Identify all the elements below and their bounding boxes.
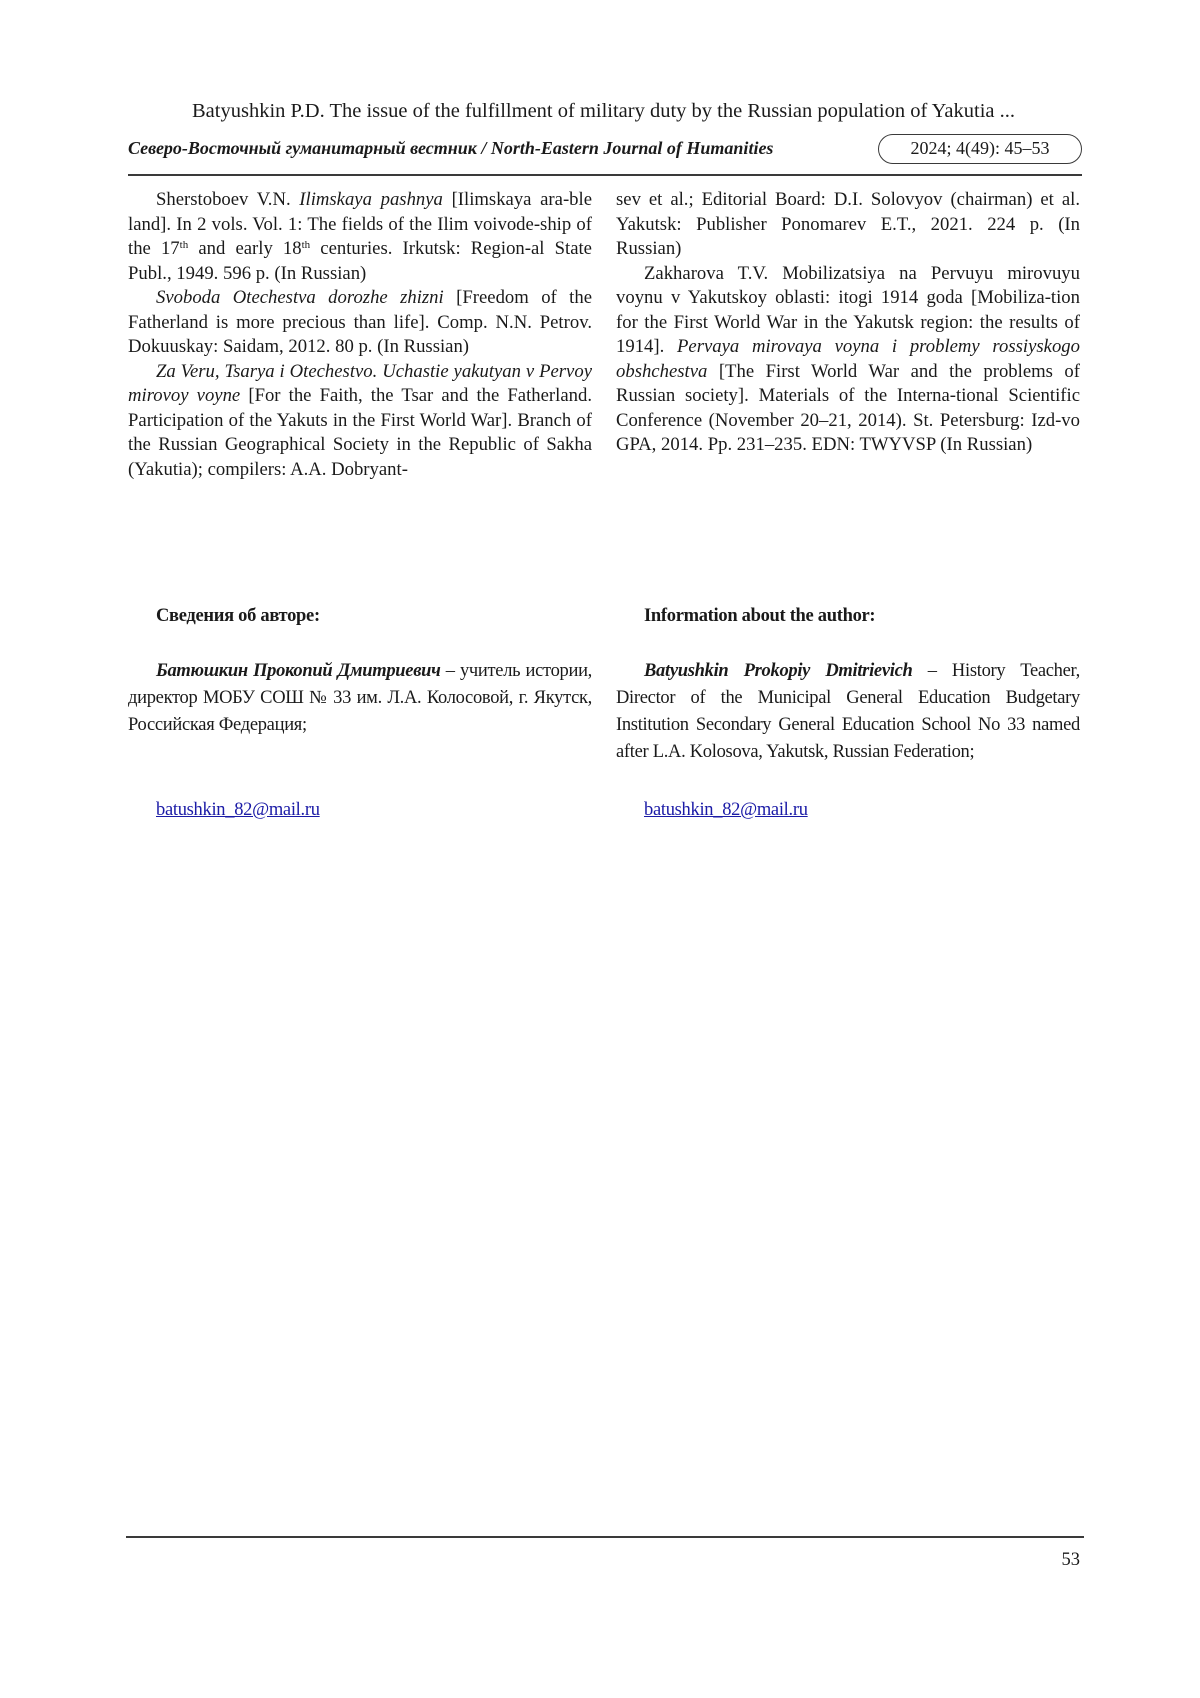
reference-text: centuries. Irkutsk: Region-al State Publ., 1949. 596 p. (In Russian) [128,238,592,284]
author-info-ru [128,604,592,739]
reference-text: [Ilimskaya ara-ble land]. In 2 vols. Vol. 1: The fields of the Ilim voivode-ship of the 17 [128,189,593,259]
reference-item [616,262,1080,458]
author-name-en: Batyushkin Prokopiy Dmitrievich [644,661,913,681]
author-email-link-ru[interactable]: batushkin_82@mail.ru [156,800,320,820]
reference-item [128,286,592,360]
references-left-column [128,188,592,482]
author-description-en [616,658,1080,766]
reference-text: Zakharova T.V. Mobilizatsiya na Pervuyu mirovuyu voynu v Yakutskoy oblasti: itogi 1914 goda [Mobiliza-tion for the First World War in the Yakutsk region: the results of 1914]. [616,262,1080,357]
reference-text: [The First World War and the problems of Russian society]. Materials of the Interna-tional Scientific Conference (November 20–21, 2014). St. Petersburg: Izd-vo GPA, 2014. Pp. 231–235. EDN: TWYVSP (In Russian) [616,360,1080,455]
author-details-en: – History Teacher, Director of the Municipal General Education Budgetary Institution Secondary General Education School No 33 named after L.A. Kolosova, Yakutsk, Russian Federation; [616,661,1080,762]
author-description-ru [128,658,592,739]
journal-header [128,134,1082,176]
superscript: th [301,239,311,251]
reference-title: Za Veru, Tsarya i Otechestvo. Uchastie yakutyan v Pervoy mirovoy voyne [128,360,592,406]
reference-continuation: sev et al.; Editorial Board: D.I. Solovyov (chairman) et al. Yakutsk: Publisher Ponomarev E.T., 2021. 224 p. (In Russian) [616,189,1080,259]
references-right-column [616,188,1080,458]
reference-author: Sherstoboev V.N. [156,189,300,210]
reference-text: [For the Faith, the Tsar and the Fatherland. Participation of the Yakuts in the First World War]. Branch of the Russian Geographical Society in the Republic of Sakha (Yakutia); compilers: A.A. Dobryant- [128,385,592,480]
superscript: th [179,239,189,251]
author-heading-ru: Сведения об авторе: [156,606,320,626]
author-details-ru: – учитель истории, директор МОБУ СОШ № 33 им. Л.А. Колосовой, г. Якутск, Российская Федерация; [128,661,592,735]
email-row-ru [128,798,320,822]
reference-text: and early 18 [188,238,302,259]
author-info-en [616,604,1080,766]
reference-item [128,360,592,483]
author-name-ru: Батюшкин Прокопий Дмитриевич [156,661,441,681]
reference-title: Pervaya mirovaya voyna i problemy rossiyskogo obshchestva [616,336,1080,382]
email-row-en [616,798,808,822]
issue-badge: 2024; 4(49): 45–53 [878,134,1082,164]
author-heading-en: Information about the author: [644,606,876,626]
journal-name: Северо-Восточный гуманитарный вестник / North-Eastern Journal of Humanities [128,138,774,158]
footer-rule [126,1536,1084,1538]
running-title: Batyushkin P.D. The issue of the fulfillment of military duty by the Russian population of Yakutia ... [192,100,1015,122]
page-number: 53 [1061,1550,1080,1570]
reference-title: Ilimskaya pashnya [299,189,443,210]
reference-text: [Freedom of the Fatherland is more precious than life]. Comp. N.N. Petrov. Dokuuskay: Saidam, 2012. 80 p. (In Russian) [128,287,592,357]
author-email-link-en[interactable]: batushkin_82@mail.ru [644,800,808,820]
reference-item [128,188,592,286]
reference-title: Svoboda Otechestva dorozhe zhizni [156,287,444,308]
